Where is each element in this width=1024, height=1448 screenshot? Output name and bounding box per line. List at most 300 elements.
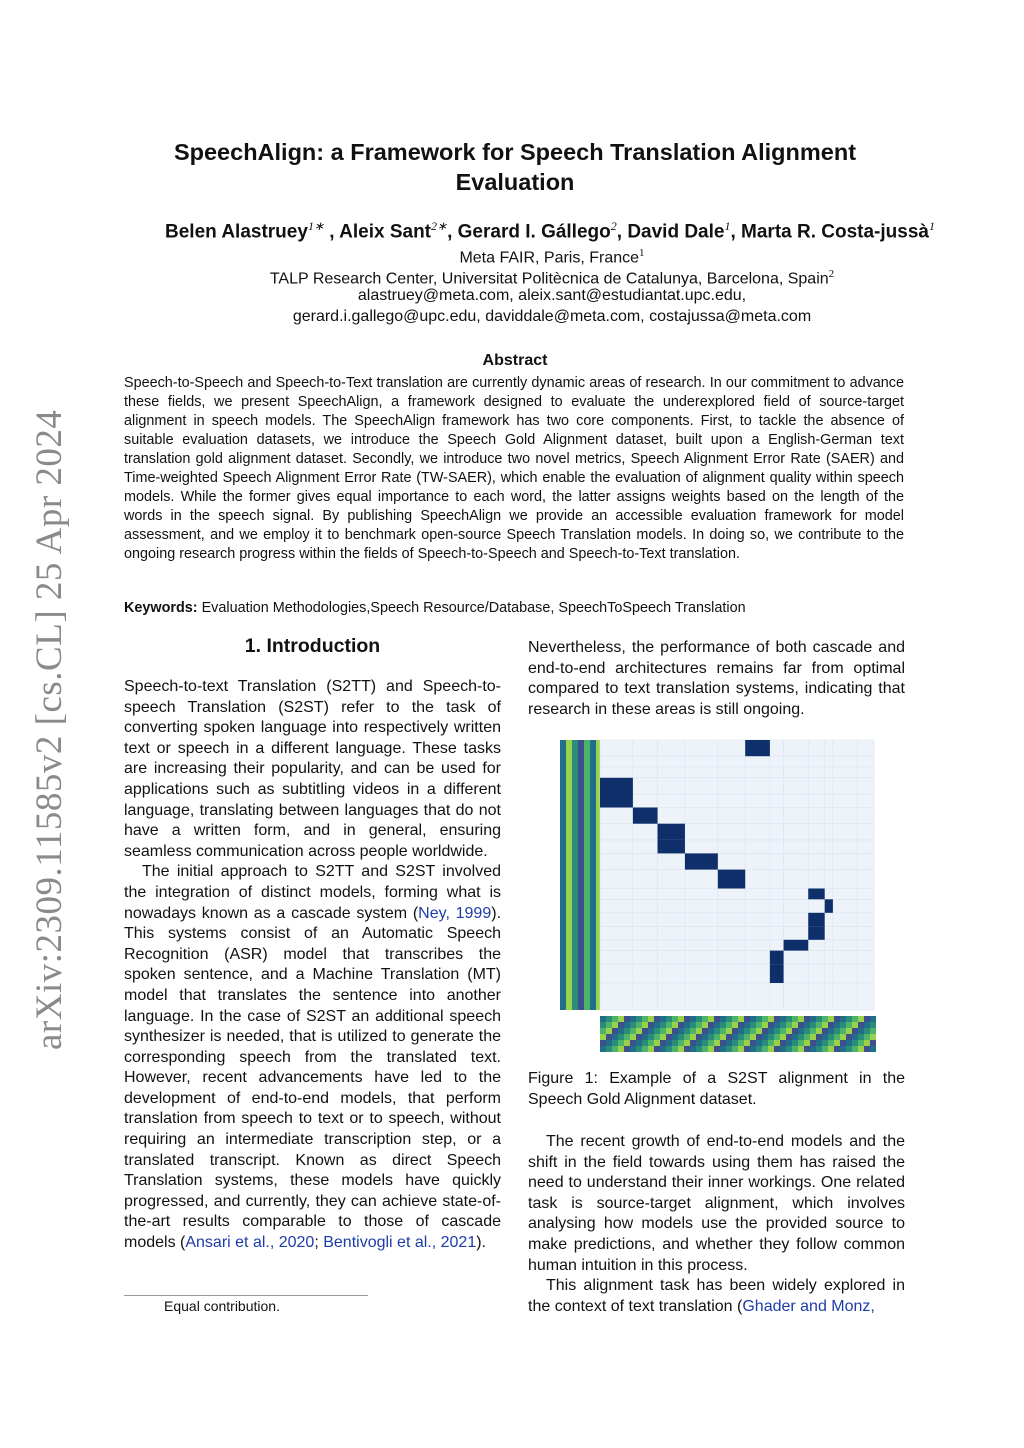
spectrogram-cell [852,1040,858,1046]
spectrogram-cell [572,998,578,1004]
spectrogram-cell [590,824,596,830]
spectrogram-cell [768,1016,774,1022]
spectrogram-cell [600,1040,606,1046]
spectrogram-cell [846,1022,852,1028]
spectrogram-cell [560,782,566,788]
spectrogram-cell [810,1034,816,1040]
citation-link[interactable]: Ansari et al., 2020 [185,1234,315,1252]
spectrogram-cell [572,764,578,770]
spectrogram-cell [606,1022,612,1028]
spectrogram-cell [672,1022,678,1028]
spectrogram-cell [720,1022,726,1028]
spectrogram-cell [566,824,572,830]
citation-link[interactable]: Ghader and Monz, [742,1297,875,1315]
spectrogram-cell [584,920,590,926]
alignment-cell [600,778,633,794]
spectrogram-cell [560,746,566,752]
spectrogram-cell [578,926,584,932]
spectrogram-cell [684,1022,690,1028]
spectrogram-cell [572,776,578,782]
spectrogram-cell [756,1046,762,1052]
spectrogram-cell [566,896,572,902]
spectrogram-cell [618,1040,624,1046]
spectrogram-cell [572,884,578,890]
spectrogram-cell [560,740,566,746]
spectrogram-cell [726,1040,732,1046]
spectrogram-cell [572,932,578,938]
spectrogram-cell [572,794,578,800]
spectrogram-cell [798,1040,804,1046]
spectrogram-cell [660,1022,666,1028]
spectrogram-cell [584,908,590,914]
spectrogram-cell [786,1022,792,1028]
text-run: ; [314,1234,324,1252]
spectrogram-cell [572,938,578,944]
spectrogram-cell [780,1040,786,1046]
citation-link[interactable]: Ney, 1999 [418,904,492,922]
spectrogram-cell [560,788,566,794]
spectrogram-cell [834,1016,840,1022]
spectrogram-cell [840,1034,846,1040]
spectrogram-cell [584,878,590,884]
spectrogram-cell [852,1028,858,1034]
spectrogram-cell [768,1028,774,1034]
spectrogram-cell [708,1040,714,1046]
spectrogram-cell [804,1022,810,1028]
spectrogram-cell [590,902,596,908]
spectrogram-cell [606,1016,612,1022]
spectrogram-cell [642,1034,648,1040]
spectrogram-cell [804,1046,810,1052]
right-paragraph-1: Nevertheless, the performance of both cascade and end-to-end architectures remains far from optimal compared to text translation systems, indicating that research in these areas is still ongoing. [528,639,905,718]
spectrogram-cell [560,902,566,908]
spectrogram-cell [590,740,596,746]
spectrogram-cell [684,1046,690,1052]
spectrogram-cell [810,1040,816,1046]
spectrogram-cell [584,854,590,860]
spectrogram-cell [732,1022,738,1028]
spectrogram-cell [660,1034,666,1040]
spectrogram-cell [590,914,596,920]
spectrogram-cell [572,872,578,878]
spectrogram-cell [560,806,566,812]
spectrogram-cell [804,1040,810,1046]
spectrogram-cell [584,992,590,998]
spectrogram-cell [584,932,590,938]
spectrogram-cell [672,1028,678,1034]
spectrogram-cell [560,998,566,1004]
spectrogram-cell [572,878,578,884]
spectrogram-cell [590,956,596,962]
spectrogram-cell [786,1016,792,1022]
spectrogram-cell [840,1046,846,1052]
spectrogram-cell [590,860,596,866]
spectrogram-cell [840,1016,846,1022]
spectrogram-cell [780,1016,786,1022]
spectrogram-cell [560,908,566,914]
spectrogram-cell [714,1040,720,1046]
spectrogram-cell [584,788,590,794]
spectrogram-cell [578,836,584,842]
spectrogram-cell [756,1034,762,1040]
abstract-heading: Abstract [482,352,548,369]
spectrogram-cell [648,1022,654,1028]
spectrogram-cell [636,1034,642,1040]
spectrogram-cell [696,1028,702,1034]
spectrogram-cell [578,1004,584,1010]
source-spectrogram-strip [560,740,602,1010]
spectrogram-cell [678,1028,684,1034]
spectrogram-cell [572,980,578,986]
spectrogram-cell [774,1040,780,1046]
spectrogram-cell [816,1028,822,1034]
spectrogram-cell [822,1046,828,1052]
spectrogram-cell [858,1040,864,1046]
spectrogram-cell [566,764,572,770]
spectrogram-cell [578,866,584,872]
spectrogram-cell [858,1046,864,1052]
spectrogram-cell [584,872,590,878]
spectrogram-cell [780,1028,786,1034]
spectrogram-cell [696,1040,702,1046]
spectrogram-cell [572,770,578,776]
spectrogram-cell [846,1016,852,1022]
spectrogram-cell [590,998,596,1004]
spectrogram-cell [852,1046,858,1052]
spectrogram-cell [584,764,590,770]
spectrogram-cell [590,854,596,860]
spectrogram-cell [572,854,578,860]
spectrogram-cell [560,974,566,980]
spectrogram-cell [566,794,572,800]
spectrogram-cell [572,806,578,812]
spectrogram-cell [584,782,590,788]
spectrogram-cell [798,1028,804,1034]
spectrogram-cell [702,1046,708,1052]
spectrogram-cell [786,1046,792,1052]
spectrogram-cell [678,1034,684,1040]
spectrogram-cell [566,770,572,776]
spectrogram-cell [590,842,596,848]
spectrogram-cell [702,1022,708,1028]
spectrogram-cell [578,878,584,884]
spectrogram-cell [578,884,584,890]
spectrogram-cell [840,1040,846,1046]
spectrogram-cell [708,1028,714,1034]
spectrogram-cell [792,1046,798,1052]
spectrogram-cell [572,896,578,902]
spectrogram-cell [732,1040,738,1046]
spectrogram-cell [578,998,584,1004]
alignment-cell [770,951,784,965]
spectrogram-cell [702,1028,708,1034]
spectrogram-cell [560,830,566,836]
spectrogram-cell [816,1016,822,1022]
section-heading: 1. Introduction [244,635,381,657]
spectrogram-cell [584,830,590,836]
spectrogram-cell [578,770,584,776]
right-paragraph-2: The recent growth of end-to-end models and the shift in the field towards using them has raised the need to understand their inner workings. One related task is source-target alignment, which involves analysing how models use the provided source to make predictions, and whether they follow common human intuition in this process. [528,1133,905,1274]
spectrogram-cell [590,896,596,902]
spectrogram-cell [648,1016,654,1022]
spectrogram-cell [678,1022,684,1028]
spectrogram-cell [762,1034,768,1040]
spectrogram-cell [578,752,584,758]
spectrogram-cell [684,1040,690,1046]
spectrogram-cell [590,986,596,992]
spectrogram-cell [846,1028,852,1034]
spectrogram-cell [618,1046,624,1052]
spectrogram-cell [590,926,596,932]
spectrogram-cell [690,1016,696,1022]
spectrogram-cell [578,890,584,896]
spectrogram-cell [822,1040,828,1046]
spectrogram-cell [572,974,578,980]
spectrogram-cell [584,926,590,932]
spectrogram-cell [690,1028,696,1034]
spectrogram-cell [566,848,572,854]
spectrogram-cell [672,1046,678,1052]
spectrogram-cell [666,1022,672,1028]
spectrogram-cell [732,1034,738,1040]
spectrogram-cell [584,914,590,920]
spectrogram-cell [560,842,566,848]
spectrogram-cell [584,1004,590,1010]
spectrogram-cell [566,986,572,992]
spectrogram-cell [584,902,590,908]
spectrogram-cell [678,1016,684,1022]
spectrogram-cell [584,884,590,890]
spectrogram-cell [572,836,578,842]
author-list: Belen Alastruey$^{1∗}$ , Aleix Sant$^{2∗}$, Gerard I. Gállego$^2$, David Dale$^1$, Marta R. Costa-jussà$^1$ [165,219,935,243]
spectrogram-cell [684,1028,690,1034]
spectrogram-cell [684,1016,690,1022]
spectrogram-cell [636,1016,642,1022]
spectrogram-cell [702,1034,708,1040]
spectrogram-cell [566,788,572,794]
keywords [124,600,904,616]
author-name: Gerard I. Gállego [457,221,611,243]
citation-link[interactable]: Bentivogli et al., 2021 [323,1234,477,1252]
spectrogram-cell [618,1034,624,1040]
spectrogram-cell [858,1028,864,1034]
spectrogram-cell [566,890,572,896]
spectrogram-cell [560,968,566,974]
spectrogram-cell [590,776,596,782]
spectrogram-cell [834,1028,840,1034]
spectrogram-cell [774,1016,780,1022]
spectrogram-cell [606,1046,612,1052]
spectrogram-cell [660,1040,666,1046]
spectrogram-cell [590,818,596,824]
spectrogram-cell [590,1004,596,1010]
spectrogram-cell [584,938,590,944]
intro-paragraph-1: Speech-to-text Translation (S2TT) and Speech-to-speech Translation (S2ST) refer to the task of converting spoken language into respectively written text or speech in a different language. These tasks are increasing their popularity, and can be used for applications such as subtitling videos in a different language, translating between languages that do not have a written form, and in general, ensuring seamless communication across people worldwide. [124,678,501,860]
spectrogram-cell [726,1022,732,1028]
spectrogram-cell [744,1040,750,1046]
spectrogram-cell [738,1046,744,1052]
spectrogram-cell [572,758,578,764]
spectrogram-cell [816,1022,822,1028]
spectrogram-cell [804,1028,810,1034]
keywords-text: Evaluation Methodologies,Speech Resource/Database, SpeechToSpeech Translation [201,600,746,616]
alignment-cell [825,899,833,913]
spectrogram-cell [584,794,590,800]
spectrogram-cell [572,968,578,974]
spectrogram-cell [750,1028,756,1034]
spectrogram-cell [566,866,572,872]
spectrogram-cell [566,920,572,926]
spectrogram-cell [744,1016,750,1022]
spectrogram-cell [870,1016,876,1022]
spectrogram-cell [630,1016,636,1022]
spectrogram-cell [584,860,590,866]
spectrogram-cell [584,956,590,962]
spectrogram-cell [612,1016,618,1022]
spectrogram-cell [822,1016,828,1022]
spectrogram-cell [870,1034,876,1040]
spectrogram-cell [864,1034,870,1040]
alignment-cell [685,853,718,869]
spectrogram-cell [834,1040,840,1046]
spectrogram-cell [560,836,566,842]
alignment-cell [784,940,809,951]
spectrogram-cell [566,962,572,968]
spectrogram-cell [560,884,566,890]
spectrogram-cell [560,950,566,956]
spectrogram-cell [828,1040,834,1046]
spectrogram-cell [566,842,572,848]
spectrogram-cell [572,956,578,962]
spectrogram-cell [566,782,572,788]
spectrogram-cell [720,1040,726,1046]
spectrogram-cell [750,1016,756,1022]
alignment-cell [808,926,824,940]
spectrogram-cell [578,812,584,818]
spectrogram-cell [590,920,596,926]
spectrogram-cell [744,1034,750,1040]
text-run: ). This systems consist of an Automatic Speech Recognition (ASR) model that transcribes the spoken sentence, and a Machine Translation (MT) model that translates the sentence into another language. In the case of S2ST an additional speech synthesizer is needed, that is utilized to generate the corresponding speech from the translated text. However, recent advancements have led to the development of end-to-end models, that perform translation from speech to text or to speech, without requiring an intermediate transcription step, or a translated transcript. Known as direct Speech Translation systems, these models have quickly progressed, and currently, they can achieve state-of-the-art results comparable to those of cascade models ( [124,904,502,1252]
spectrogram-cell [590,764,596,770]
spectrogram-cell [864,1028,870,1034]
spectrogram-cell [636,1040,642,1046]
spectrogram-cell [566,968,572,974]
spectrogram-cell [578,764,584,770]
spectrogram-cell [696,1034,702,1040]
spectrogram-cell [606,1028,612,1034]
spectrogram-cell [578,974,584,980]
right-column-top [528,638,905,720]
spectrogram-cell [560,776,566,782]
spectrogram-cell [690,1046,696,1052]
alignment-cell [600,794,633,808]
spectrogram-cell [578,746,584,752]
spectrogram-cell [726,1016,732,1022]
spectrogram-cell [822,1034,828,1040]
spectrogram-cell [846,1034,852,1040]
author-name: Marta R. Costa-jussà [741,221,929,243]
spectrogram-cell [584,758,590,764]
spectrogram-cell [864,1046,870,1052]
spectrogram-cell [560,854,566,860]
spectrogram-cell [624,1040,630,1046]
spectrogram-cell [572,812,578,818]
spectrogram-cell [648,1040,654,1046]
spectrogram-cell [578,968,584,974]
spectrogram-cell [590,800,596,806]
spectrogram-cell [624,1046,630,1052]
spectrogram-cell [590,830,596,836]
spectrogram-cell [624,1028,630,1034]
spectrogram-cell [590,890,596,896]
spectrogram-cell [672,1040,678,1046]
spectrogram-cell [566,740,572,746]
spectrogram-cell [560,962,566,968]
spectrogram-cell [590,974,596,980]
spectrogram-cell [578,800,584,806]
spectrogram-cell [572,746,578,752]
spectrogram-cell [566,806,572,812]
spectrogram-cell [572,866,578,872]
target-spectrogram-strip [600,1016,876,1052]
spectrogram-cell [578,776,584,782]
spectrogram-cell [738,1034,744,1040]
spectrogram-cell [572,860,578,866]
spectrogram-cell [566,902,572,908]
spectrogram-cell [666,1046,672,1052]
spectrogram-cell [804,1016,810,1022]
spectrogram-cell [846,1046,852,1052]
spectrogram-cell [572,830,578,836]
spectrogram-cell [732,1046,738,1052]
spectrogram-cell [834,1046,840,1052]
spectrogram-cell [864,1022,870,1028]
spectrogram-cell [648,1028,654,1034]
spectrogram-cell [852,1034,858,1040]
spectrogram-cell [618,1028,624,1034]
spectrogram-cell [696,1046,702,1052]
spectrogram-cell [590,794,596,800]
spectrogram-cell [560,770,566,776]
spectrogram-cell [600,1016,606,1022]
spectrogram-cell [798,1016,804,1022]
spectrogram-cell [560,758,566,764]
spectrogram-cell [756,1022,762,1028]
spectrogram-cell [702,1040,708,1046]
spectrogram-cell [566,938,572,944]
footnote: Equal contribution. [164,1298,280,1314]
spectrogram-cell [606,1040,612,1046]
spectrogram-cell [744,1022,750,1028]
spectrogram-cell [708,1046,714,1052]
alignment-cell [718,870,745,889]
spectrogram-cell [870,1040,876,1046]
spectrogram-cell [630,1034,636,1040]
spectrogram-cell [780,1046,786,1052]
spectrogram-cell [590,752,596,758]
spectrogram-cell [828,1028,834,1034]
spectrogram-cell [572,1004,578,1010]
spectrogram-cell [822,1022,828,1028]
spectrogram-cell [654,1046,660,1052]
spectrogram-cell [572,752,578,758]
spectrogram-cell [708,1022,714,1028]
spectrogram-cell [612,1022,618,1028]
spectrogram-cell [566,854,572,860]
spectrogram-cell [738,1028,744,1034]
spectrogram-cell [590,806,596,812]
spectrogram-cell [572,800,578,806]
